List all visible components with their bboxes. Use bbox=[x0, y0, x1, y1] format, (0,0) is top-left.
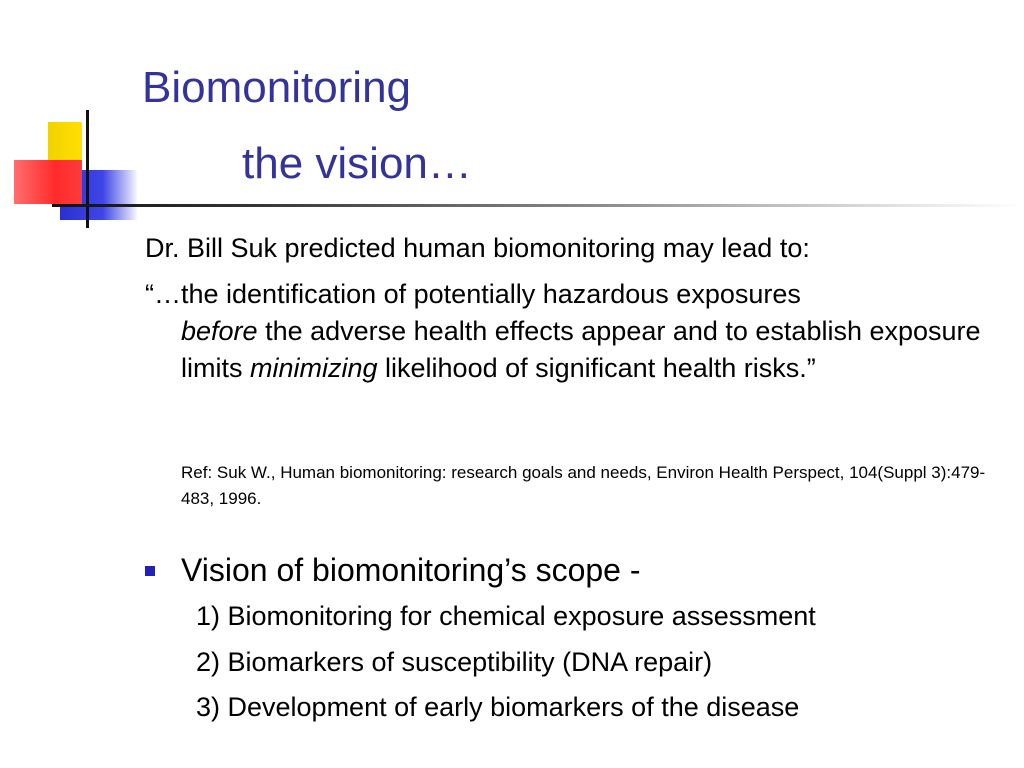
slide-title: Biomonitoring bbox=[142, 63, 412, 112]
quote-middle-text: the adverse health effects appear and to establish exposure limits bbox=[181, 316, 981, 383]
quote-block bbox=[145, 276, 995, 387]
reference-citation: Ref: Suk W., Human biomonitoring: research goals and needs, Environ Health Perspect, 104(Suppl 3):479-483, 1996. bbox=[181, 463, 986, 508]
logo-red-square bbox=[14, 160, 82, 204]
quote-first-line: “…the identification of potentially hazardous exposures bbox=[145, 279, 801, 309]
quote-emphasis-minimizing: minimizing bbox=[250, 353, 378, 383]
sub-item-3: 3) Development of early biomarkers of the disease bbox=[196, 692, 800, 722]
sub-item-2: 2) Biomarkers of susceptibility (DNA repair) bbox=[196, 647, 713, 677]
quote-emphasis-before: before bbox=[181, 316, 258, 346]
quote-continuation bbox=[145, 313, 995, 387]
bullet-square-icon bbox=[145, 566, 155, 576]
intro-line: Dr. Bill Suk predicted human biomonitoring may lead to: bbox=[145, 233, 810, 263]
bullet-text: Vision of biomonitoring’s scope - bbox=[181, 552, 641, 588]
slide-subtitle: the vision… bbox=[242, 139, 472, 188]
title-divider-line bbox=[52, 204, 1024, 207]
logo-vertical-line bbox=[86, 110, 89, 228]
quote-end-text: likelihood of significant health risks.” bbox=[377, 353, 816, 383]
sub-item-1: 1) Biomonitoring for chemical exposure assessment bbox=[196, 601, 816, 631]
bullet-item bbox=[145, 550, 641, 590]
